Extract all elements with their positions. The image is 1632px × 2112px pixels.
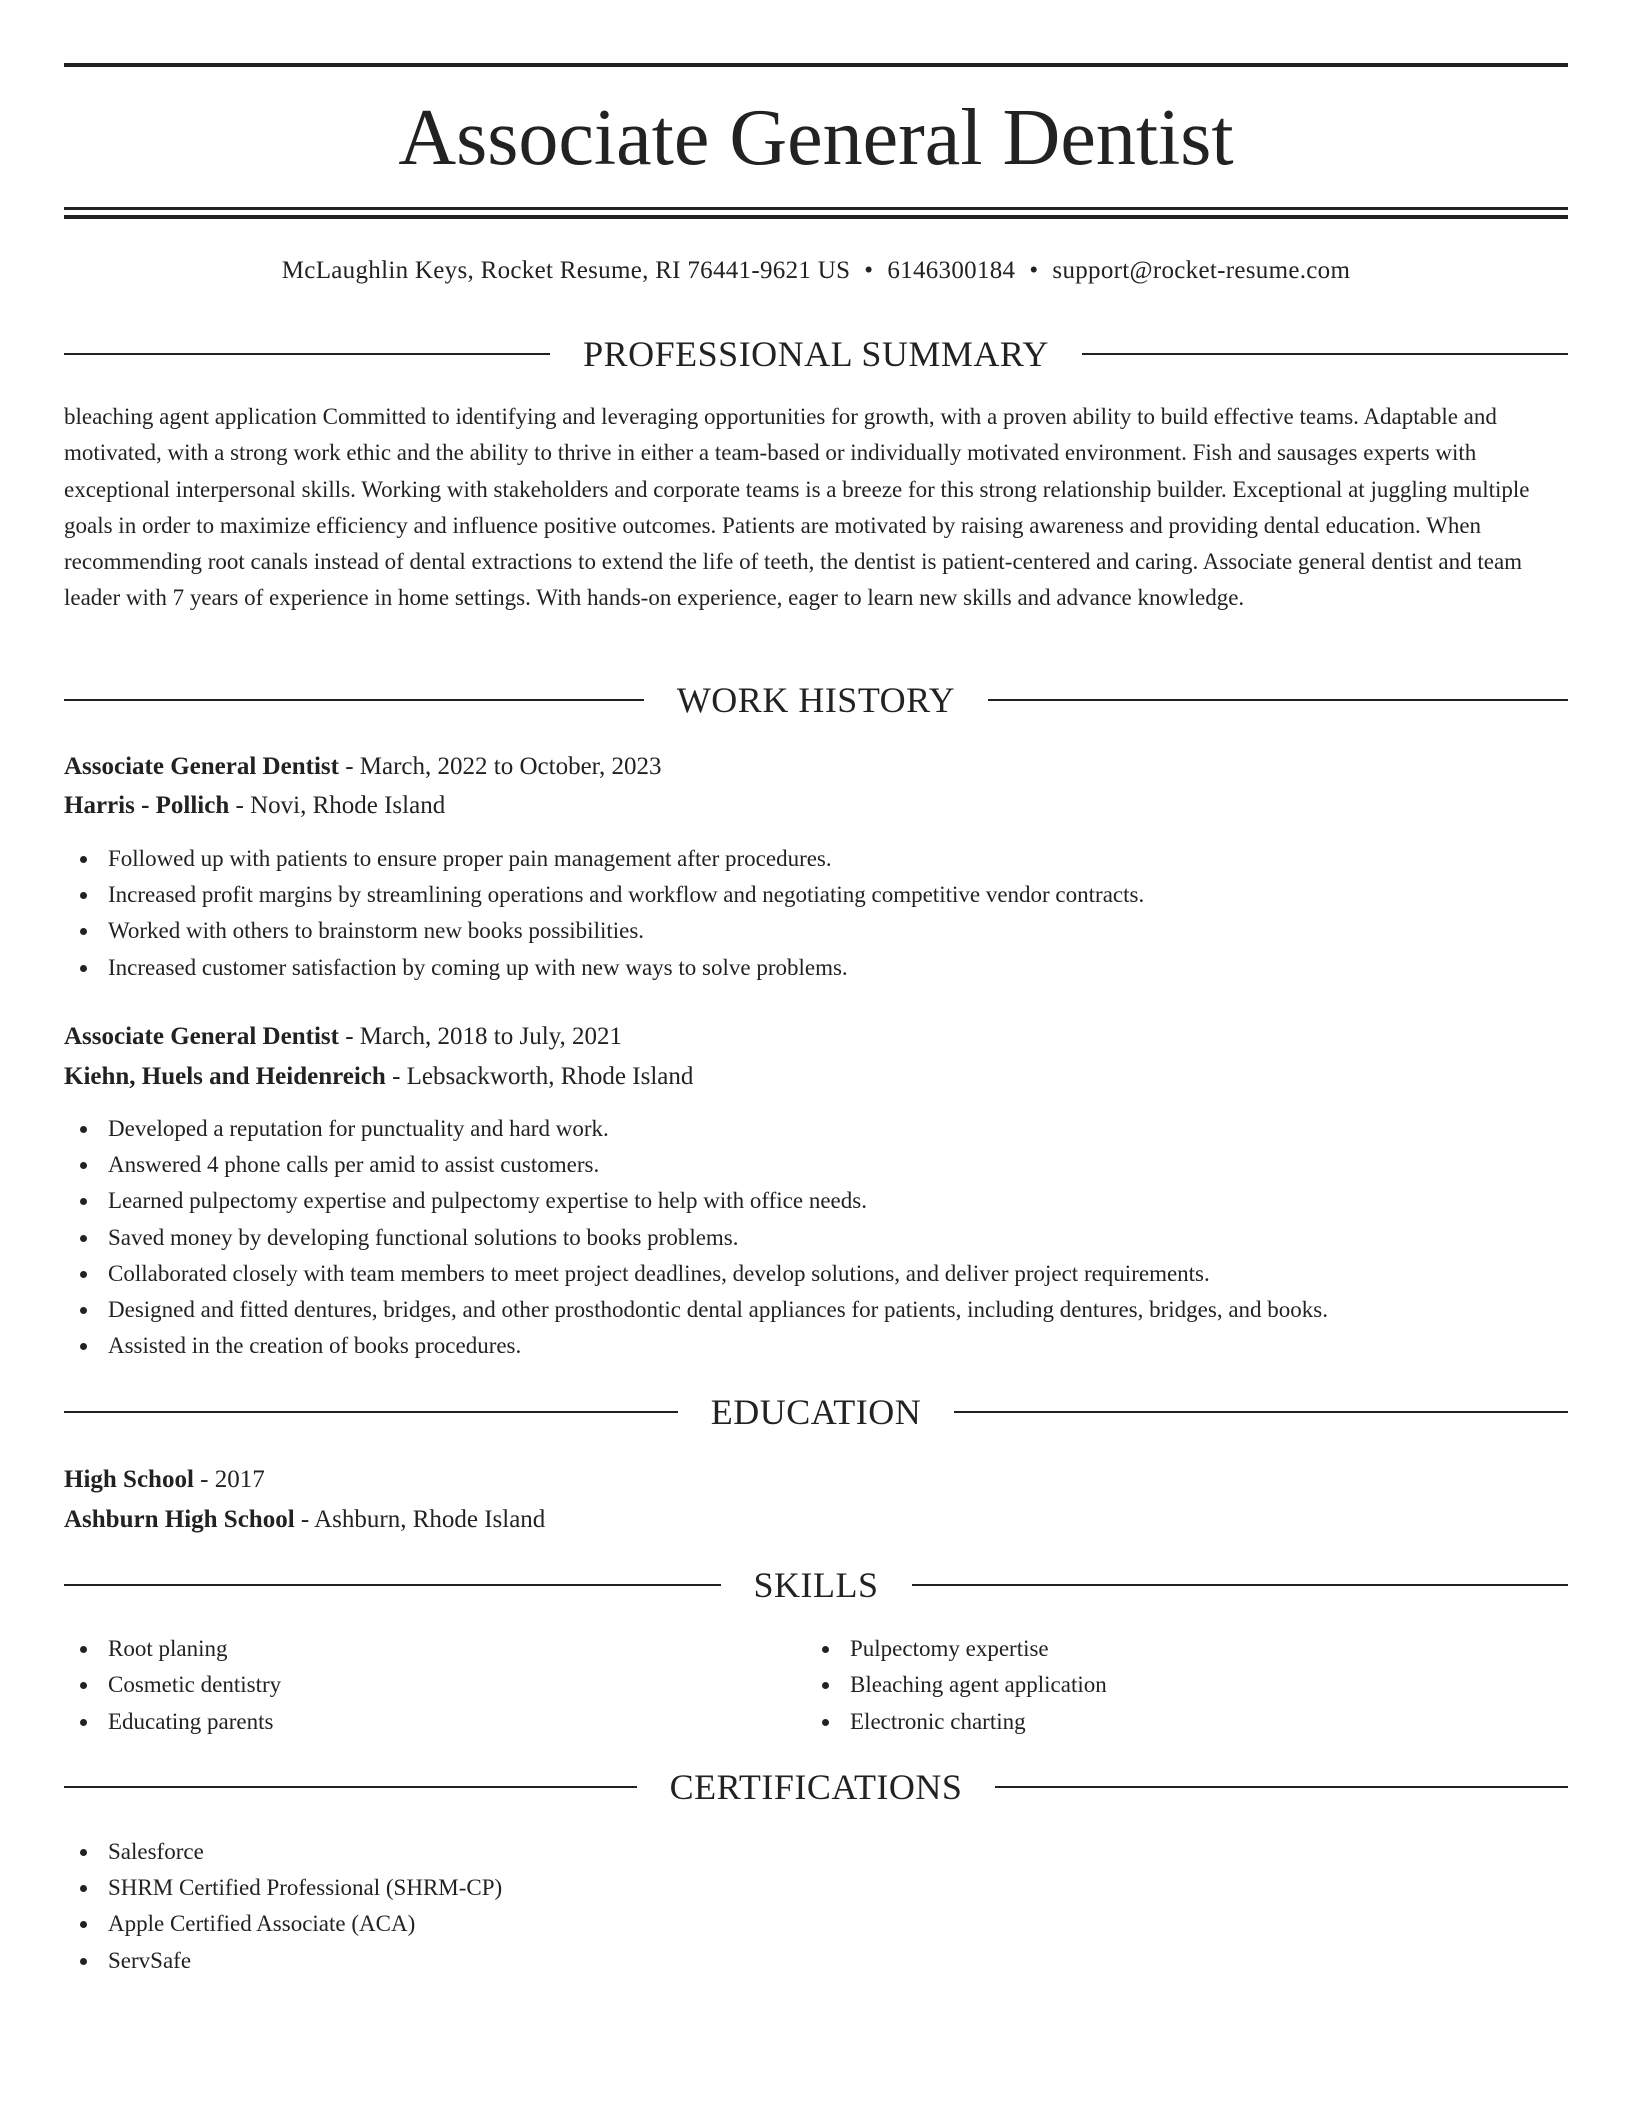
heading-rule-right — [954, 1411, 1568, 1413]
job-title: Associate General Dentist — [64, 753, 339, 780]
section-title: PROFESSIONAL SUMMARY — [583, 334, 1049, 374]
section-title: CERTIFICATIONS — [669, 1767, 963, 1807]
contact-separator: • — [1029, 257, 1039, 284]
education-school-line — [64, 1500, 1568, 1539]
section-title: WORK HISTORY — [676, 680, 956, 720]
job-location: - Lebsackworth, Rhode Island — [385, 1063, 694, 1090]
certification-item: Apple Certified Associate (ACA) — [64, 1906, 1568, 1942]
contact-line — [64, 253, 1568, 289]
heading-rule-left — [64, 1786, 637, 1788]
education-school: Ashburn High School — [64, 1506, 295, 1533]
heading-rule-left — [64, 1411, 678, 1413]
job-bullet: Developed a reputation for punctuality and hard work. — [64, 1111, 1568, 1147]
section-heading-summary — [64, 332, 1568, 376]
section-heading-certifications — [64, 1765, 1568, 1809]
job-bullet: Followed up with patients to ensure proper pain management after procedures. — [64, 841, 1568, 877]
section-heading-work-history — [64, 678, 1568, 722]
education-location: - Ashburn, Rhode Island — [294, 1506, 546, 1533]
skill-item: Electronic charting — [806, 1704, 1506, 1740]
skills-list-left — [64, 1631, 764, 1740]
job-company-line — [64, 786, 1568, 825]
certification-item: ServSafe — [64, 1943, 1568, 1979]
skill-item: Educating parents — [64, 1704, 764, 1740]
education-year: - 2017 — [193, 1466, 265, 1493]
certification-item: Salesforce — [64, 1834, 1568, 1870]
job-title-line — [64, 747, 1568, 786]
job-title: Associate General Dentist — [64, 1023, 339, 1050]
heading-rule-right — [1082, 353, 1568, 355]
contact-phone: 6146300184 — [887, 257, 1016, 284]
header-top-rule — [64, 63, 1568, 67]
skill-item: Pulpectomy expertise — [806, 1631, 1506, 1667]
job-bullets — [64, 1111, 1568, 1364]
heading-rule-right — [988, 699, 1568, 701]
header-double-rule-bottom — [64, 215, 1568, 219]
job-bullet: Answered 4 phone calls per amid to assist customers. — [64, 1147, 1568, 1183]
skills-list-right — [806, 1631, 1506, 1740]
job-dates: - March, 2022 to October, 2023 — [338, 753, 662, 780]
job-location: - Novi, Rhode Island — [229, 792, 446, 819]
job-company-line — [64, 1057, 1568, 1096]
education-degree-line — [64, 1460, 1568, 1499]
heading-rule-left — [64, 699, 644, 701]
job-bullet: Collaborated closely with team members to meet project deadlines, develop solutions, and deliver project requirements. — [64, 1256, 1568, 1292]
certifications-list — [64, 1834, 1568, 1979]
heading-rule-right — [995, 1786, 1568, 1788]
job-company: Kiehn, Huels and Heidenreich — [64, 1063, 386, 1090]
section-title: SKILLS — [753, 1565, 879, 1605]
certification-item: SHRM Certified Professional (SHRM-CP) — [64, 1870, 1568, 1906]
summary-paragraph: bleaching agent application Committed to identifying and leveraging opportunities for growth, with a proven ability to build effective teams. Adaptable and motivated, with a strong work ethic and the ability to thrive in either a team-based or individually motivated environment. Fish and sausages experts with exceptional interpersonal skills. Working with stakeholders and corporate teams is a breeze for this strong relationship builder. Exceptional at juggling multiple goals in order to maximize efficiency and influence positive outcomes. Patients are motivated by raising awareness and providing dental education. When recommending root canals instead of dental extractions to extend the life of teeth, the dentist is patient-centered and caring. Associate general dentist and team leader with 7 years of experience in home settings. With hands-on experience, eager to learn new skills and advance knowledge. — [64, 404, 1530, 611]
job-bullets — [64, 841, 1568, 986]
job-bullet: Worked with others to brainstorm new books possibilities. — [64, 913, 1568, 949]
heading-rule-left — [64, 353, 550, 355]
header-double-rule-top — [64, 207, 1568, 210]
job-bullet: Increased customer satisfaction by coming up with new ways to solve problems. — [64, 950, 1568, 986]
section-heading-education — [64, 1390, 1568, 1434]
contact-address: McLaughlin Keys, Rocket Resume, RI 76441-9621 US — [281, 257, 851, 284]
job-bullet: Learned pulpectomy expertise and pulpectomy expertise to help with office needs. — [64, 1183, 1568, 1219]
skill-item: Bleaching agent application — [806, 1667, 1506, 1703]
section-heading-skills — [64, 1563, 1568, 1607]
job-dates: - March, 2018 to July, 2021 — [338, 1023, 623, 1050]
job-bullet: Saved money by developing functional solutions to books problems. — [64, 1220, 1568, 1256]
resume-name-title: Associate General Dentist — [398, 94, 1234, 182]
skill-item: Cosmetic dentistry — [64, 1667, 764, 1703]
job-bullet: Increased profit margins by streamlining operations and workflow and negotiating competitive vendor contracts. — [64, 877, 1568, 913]
job-bullet: Assisted in the creation of books procedures. — [64, 1328, 1568, 1364]
job-title-line — [64, 1017, 1568, 1056]
contact-separator: • — [864, 257, 874, 284]
section-title: EDUCATION — [710, 1392, 922, 1432]
skill-item: Root planing — [64, 1631, 764, 1667]
job-bullet: Designed and fitted dentures, bridges, and other prosthodontic dental appliances for patients, including dentures, bridges, and books. — [64, 1292, 1568, 1328]
job-company: Harris - Pollich — [64, 792, 230, 819]
heading-rule-left — [64, 1584, 721, 1586]
heading-rule-right — [912, 1584, 1569, 1586]
education-degree: High School — [64, 1466, 194, 1493]
contact-email: support@rocket-resume.com — [1052, 257, 1351, 284]
